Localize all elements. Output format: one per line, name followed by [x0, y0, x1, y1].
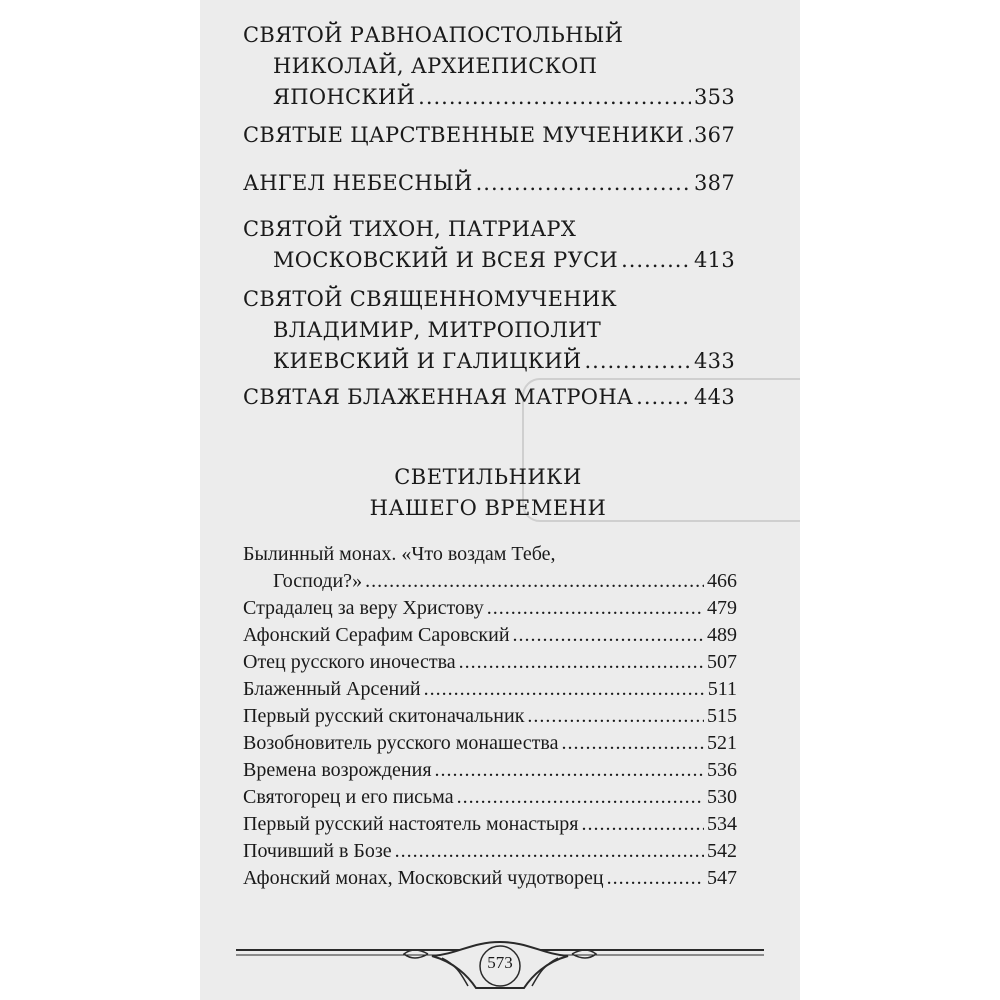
toc-entry	[243, 757, 737, 784]
toc-entry-title: КИЕВСКИЙ И ГАЛИЦКИЙ	[273, 349, 582, 373]
toc-entry-title: Времена возрождения	[243, 759, 432, 781]
dot-leader	[365, 568, 704, 595]
toc-entry-title: СВЯТОЙ ТИХОН, ПАТРИАРХ	[243, 217, 577, 241]
toc-entry	[243, 811, 737, 838]
toc-entry-line	[243, 120, 735, 151]
toc-page-number: 489	[707, 624, 737, 646]
dot-leader	[561, 730, 704, 757]
dot-leader	[584, 346, 691, 377]
toc-entry-title: Афонский монах, Московский чудотворец	[243, 867, 604, 889]
dot-leader	[607, 865, 704, 892]
toc-entry	[243, 541, 737, 595]
toc-page-number: 443	[694, 385, 735, 409]
toc-entry-title: Почивший в Бозе	[243, 840, 392, 862]
toc-entry-line	[243, 622, 737, 649]
toc-entry	[243, 20, 735, 113]
toc-entry-title: МОСКОВСКИЙ И ВСЕЯ РУСИ	[273, 248, 619, 272]
toc-entry-title: АНГЕЛ НЕБЕСНЫЙ	[243, 171, 473, 195]
dot-leader	[487, 595, 704, 622]
toc-page-number: 387	[694, 171, 735, 195]
toc-entry-line	[243, 168, 735, 199]
toc-entry	[243, 838, 737, 865]
toc-entry-line	[243, 346, 735, 377]
dot-leader	[581, 811, 704, 838]
toc-page-number: 479	[707, 597, 737, 619]
toc-entry-title: Былинный монах. «Что воздам Тебе,	[243, 543, 556, 565]
toc-entry-title: НИКОЛАЙ, АРХИЕПИСКОП	[273, 54, 598, 78]
toc-entry-line	[243, 20, 735, 51]
toc-entry-line	[243, 811, 737, 838]
toc-entry-line	[243, 245, 735, 276]
toc-entry-line	[243, 730, 737, 757]
toc-page-number: 353	[694, 85, 735, 109]
toc-page-number: 521	[707, 732, 737, 754]
toc-entry	[243, 676, 737, 703]
toc-entry-line	[243, 649, 737, 676]
dot-leader	[513, 622, 704, 649]
dot-leader	[527, 703, 704, 730]
toc-entry	[243, 622, 737, 649]
toc-entry-title: Возобновитель русского монашества	[243, 732, 559, 754]
toc-entry	[243, 120, 735, 151]
toc-page-number: 542	[707, 840, 737, 862]
toc-entry-title: СВЯТАЯ БЛАЖЕННАЯ МАТРОНА	[243, 385, 634, 409]
toc-entry-line	[243, 757, 737, 784]
dot-leader	[418, 82, 691, 113]
dot-leader	[621, 245, 691, 276]
toc-entry-line	[243, 838, 737, 865]
toc-entry-line	[243, 676, 737, 703]
toc-entry-title: СВЯТОЙ СВЯЩЕННОМУЧЕНИК	[243, 287, 617, 311]
toc-entry-title: Страдалец за веру Христову	[243, 597, 484, 619]
toc-page-number: 433	[694, 349, 735, 373]
toc-entry	[243, 730, 737, 757]
toc-entry	[243, 214, 735, 276]
toc-page-number: 367	[694, 123, 735, 147]
toc-entry-title: СВЯТОЙ РАВНОАПОСТОЛЬНЫЙ	[243, 23, 624, 47]
toc-entry-line	[243, 703, 737, 730]
toc-entry-line	[243, 315, 735, 346]
toc-entry	[243, 703, 737, 730]
toc-entry-title: Господи?»	[273, 570, 363, 592]
toc-entry-title: Первый русский настоятель монастыря	[243, 813, 579, 835]
toc-entry-line	[243, 284, 735, 315]
toc-page-number: 530	[707, 786, 737, 808]
toc-page-number: 534	[707, 813, 737, 835]
toc-page-number: 507	[707, 651, 737, 673]
toc-entry-line	[243, 382, 735, 413]
toc-entry-line	[243, 784, 737, 811]
dot-leader	[435, 757, 704, 784]
dot-leader	[459, 649, 704, 676]
toc-entry-title: ЯПОНСКИЙ	[273, 85, 416, 109]
toc-entry	[243, 382, 735, 413]
section-heading-line-1: СВЕТИЛЬНИКИ	[394, 465, 582, 489]
toc-page-number: 466	[707, 570, 737, 592]
toc-entry	[243, 865, 737, 892]
toc-entry	[243, 649, 737, 676]
dot-leader	[457, 784, 704, 811]
toc-entry-line	[243, 51, 735, 82]
toc-entry-title: Святогорец и его письма	[243, 786, 454, 808]
toc-entry	[243, 784, 737, 811]
toc-entry-line	[243, 865, 737, 892]
toc-page-number: 413	[694, 248, 735, 272]
toc-page-number: 547	[707, 867, 737, 889]
toc-entry-title: ВЛАДИМИР, МИТРОПОЛИТ	[273, 318, 602, 342]
toc-entry-line	[243, 568, 737, 595]
toc-entry-line	[243, 214, 735, 245]
toc-entry-title: Отец русского иночества	[243, 651, 456, 673]
toc-page-number: 515	[707, 705, 737, 727]
toc-entry-line	[243, 82, 735, 113]
dot-leader	[687, 120, 691, 151]
toc-page-number: 511	[707, 678, 737, 700]
dot-leader	[395, 838, 704, 865]
section-heading-line-2: НАШЕГО ВРЕМЕНИ	[369, 496, 607, 520]
toc-entry-title: СВЯТЫЕ ЦАРСТВЕННЫЕ МУЧЕНИКИ	[243, 123, 685, 147]
toc-entry-line	[243, 541, 737, 568]
toc-entry-title: Первый русский скитоначальник	[243, 705, 525, 727]
toc-entry-title: Блаженный Арсений	[243, 678, 421, 700]
toc-entry-title: Афонский Серафим Саровский	[243, 624, 510, 646]
toc-entry	[243, 168, 735, 199]
toc-entry-line	[243, 595, 737, 622]
dot-leader	[636, 382, 691, 413]
dot-leader	[476, 168, 691, 199]
toc-page-number: 536	[707, 759, 737, 781]
toc-entry	[243, 284, 735, 377]
dot-leader	[424, 676, 705, 703]
page-number: 573	[487, 953, 513, 972]
section-heading	[243, 462, 733, 524]
toc-entry	[243, 595, 737, 622]
